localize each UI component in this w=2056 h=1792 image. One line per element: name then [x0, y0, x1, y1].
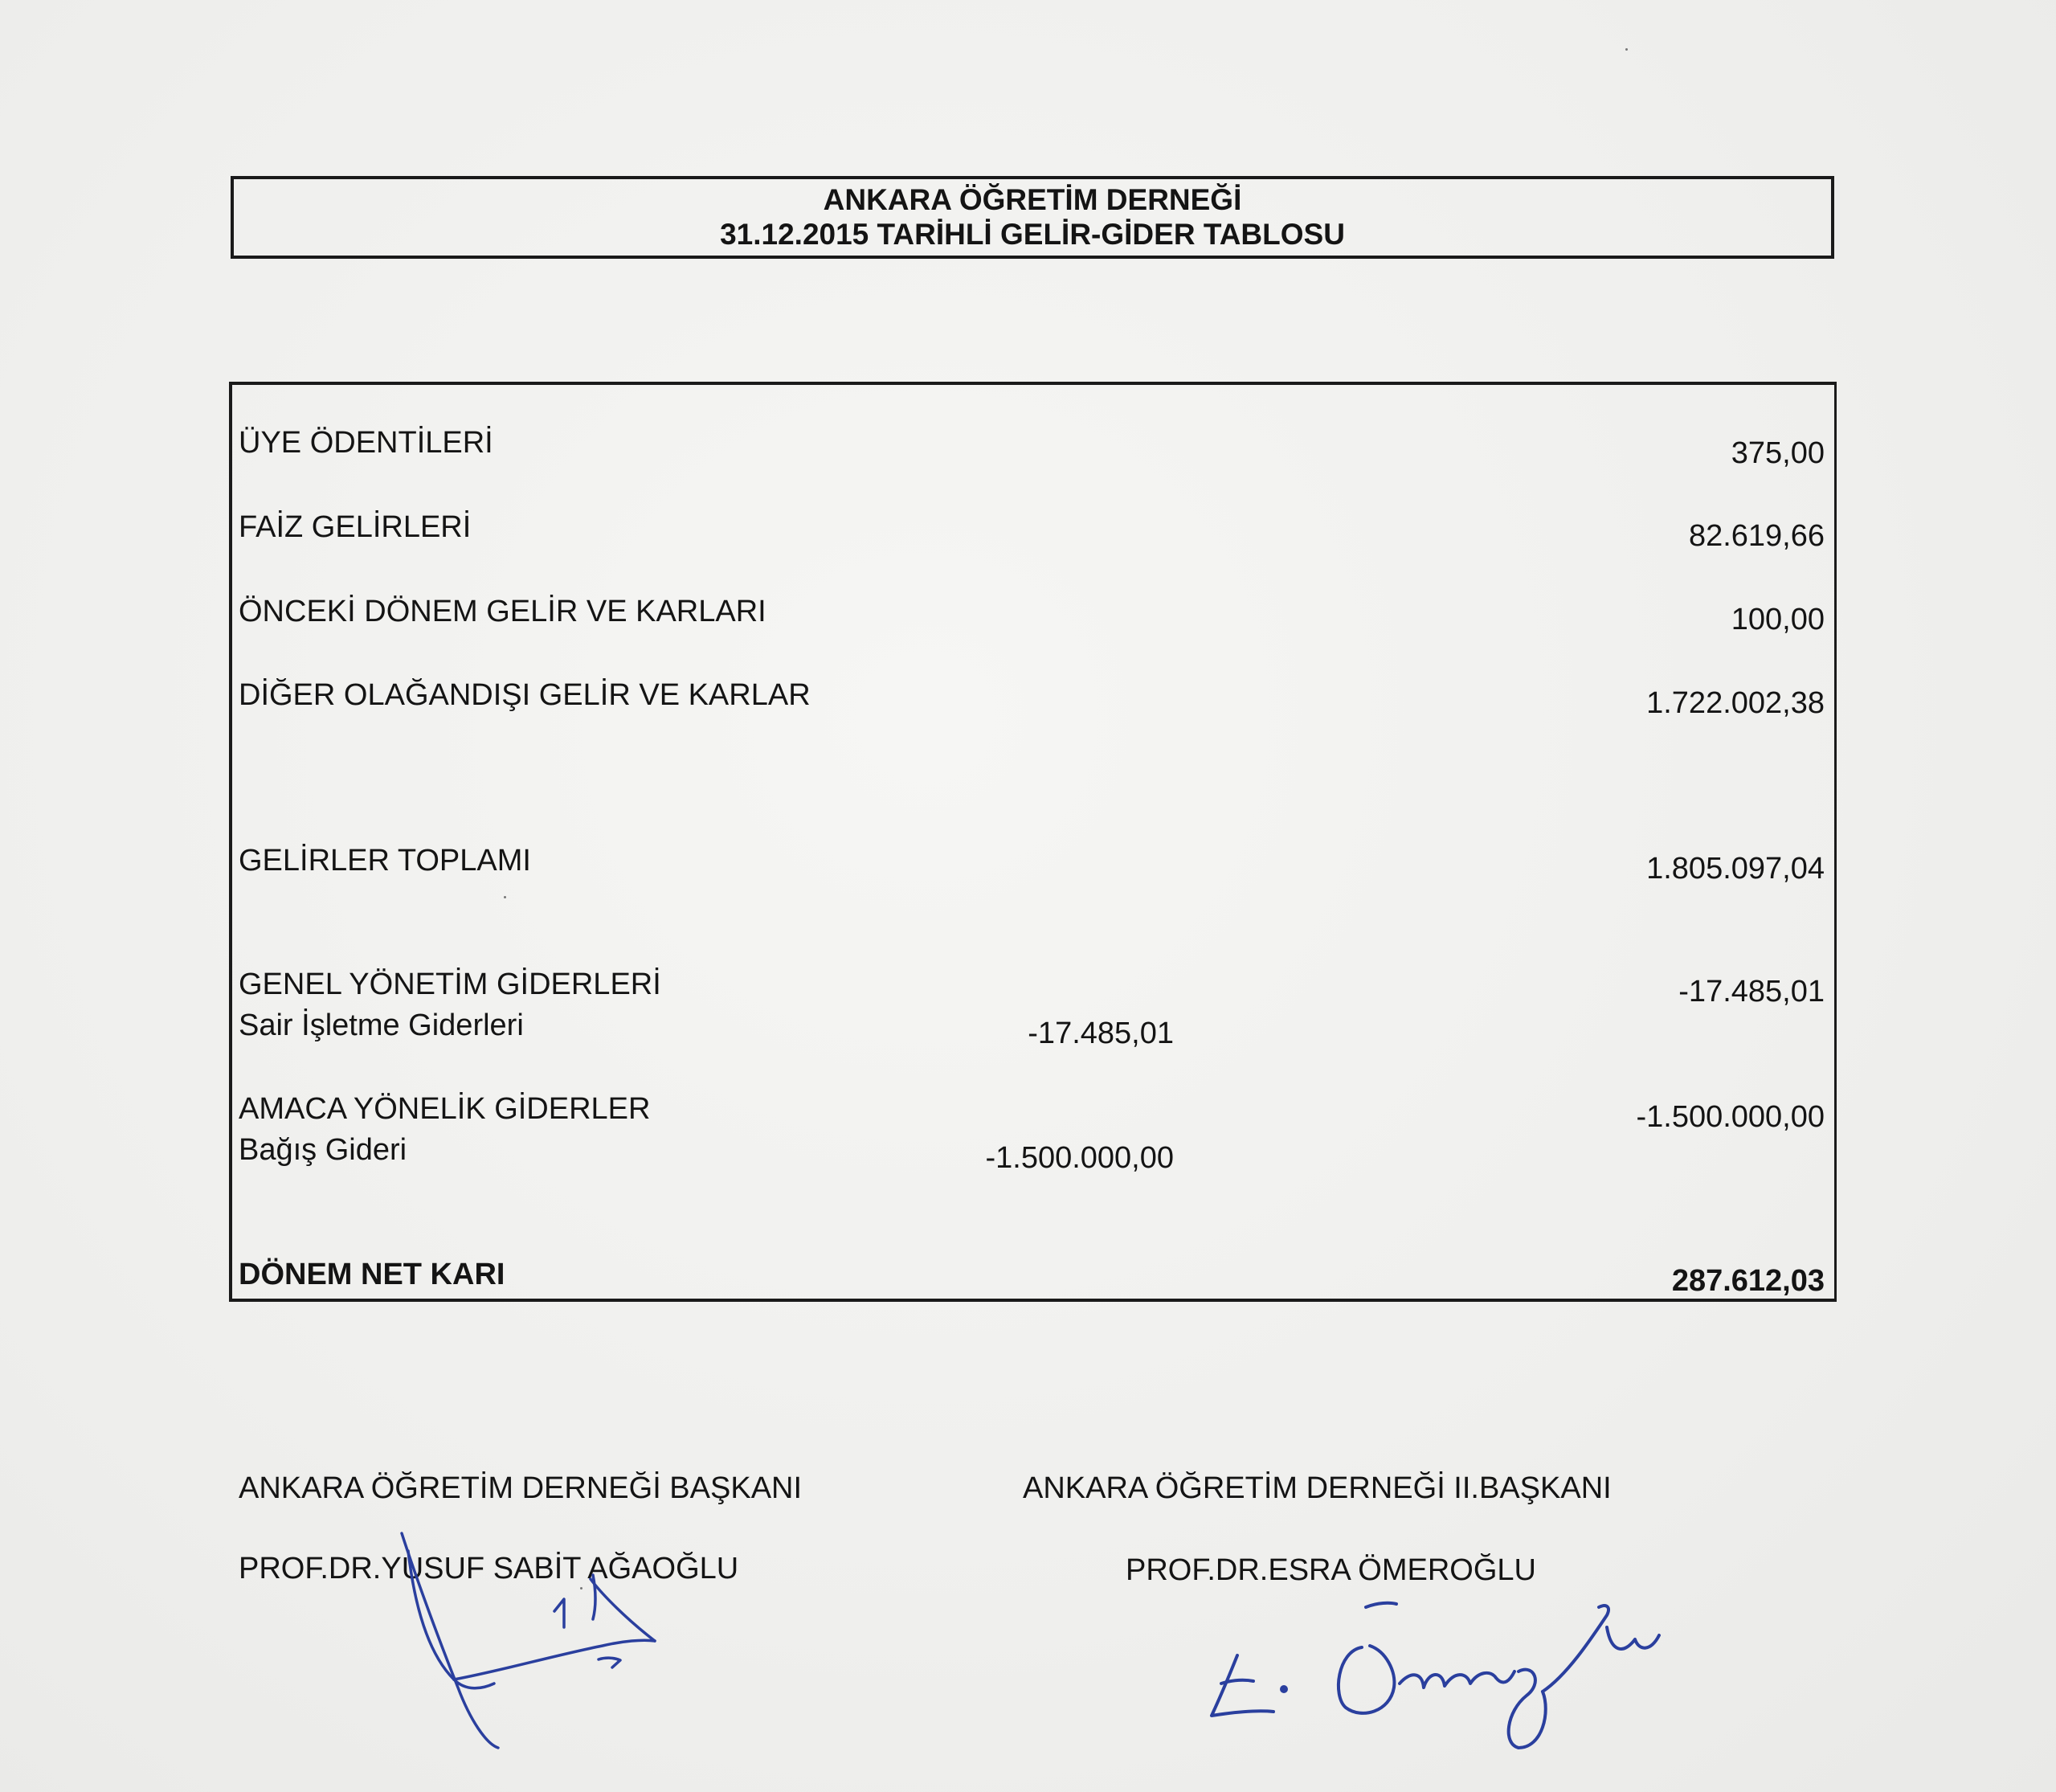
paper-speck	[580, 1587, 582, 1589]
income-total-amount: 1.805.097,04	[1646, 852, 1825, 886]
vice-president-name: PROF.DR.ESRA ÖMEROĞLU	[1126, 1553, 1536, 1587]
paper-speck	[504, 896, 506, 898]
expense-sublabel-donation: Bağış Gideri	[239, 1133, 407, 1167]
statement-header	[231, 176, 1834, 259]
income-amount-extraordinary: 1.722.002,38	[1646, 686, 1825, 720]
income-label-member-dues: ÜYE ÖDENTİLERİ	[239, 426, 493, 460]
statement-title: 31.12.2015 TARİHLİ GELİR-GİDER TABLOSU	[720, 218, 1345, 251]
paper-speck	[1625, 48, 1628, 51]
income-label-extraordinary: DİĞER OLAĞANDIŞI GELİR VE KARLAR	[239, 678, 811, 712]
income-total-label: GELİRLER TOPLAMI	[239, 844, 531, 878]
president-title: ANKARA ÖĞRETİM DERNEĞİ BAŞKANI	[239, 1471, 803, 1505]
president-signature	[386, 1519, 723, 1760]
expense-label-general-admin: GENEL YÖNETİM GİDERLERİ	[239, 968, 661, 1001]
income-amount-interest: 82.619,66	[1688, 519, 1825, 553]
expense-amount-general-admin: -17.485,01	[1678, 975, 1825, 1009]
net-profit-label: DÖNEM NET KARI	[239, 1258, 505, 1291]
expense-subamount-other-operating: -17.485,01	[1028, 1017, 1174, 1050]
income-amount-prior-period: 100,00	[1731, 603, 1825, 636]
income-label-prior-period: ÖNCEKİ DÖNEM GELİR VE KARLARI	[239, 595, 766, 628]
income-label-interest: FAİZ GELİRLERİ	[239, 510, 472, 544]
net-profit-amount: 287.612,03	[1671, 1264, 1825, 1298]
expense-amount-purpose: -1.500.000,00	[1636, 1100, 1825, 1134]
expense-sublabel-other-operating: Sair İşletme Giderleri	[239, 1009, 524, 1042]
expense-label-purpose: AMACA YÖNELİK GİDERLER	[239, 1092, 651, 1126]
income-amount-member-dues: 375,00	[1731, 436, 1825, 470]
president-name: PROF.DR.YUSUF SABİT AĞAOĞLU	[239, 1552, 739, 1585]
vice-president-signature	[1189, 1551, 1687, 1760]
vice-president-title: ANKARA ÖĞRETİM DERNEĞİ II.BAŞKANI	[1023, 1471, 1612, 1505]
expense-subamount-donation: -1.500.000,00	[985, 1141, 1174, 1175]
organization-name: ANKARA ÖĞRETİM DERNEĞİ	[823, 183, 1242, 216]
